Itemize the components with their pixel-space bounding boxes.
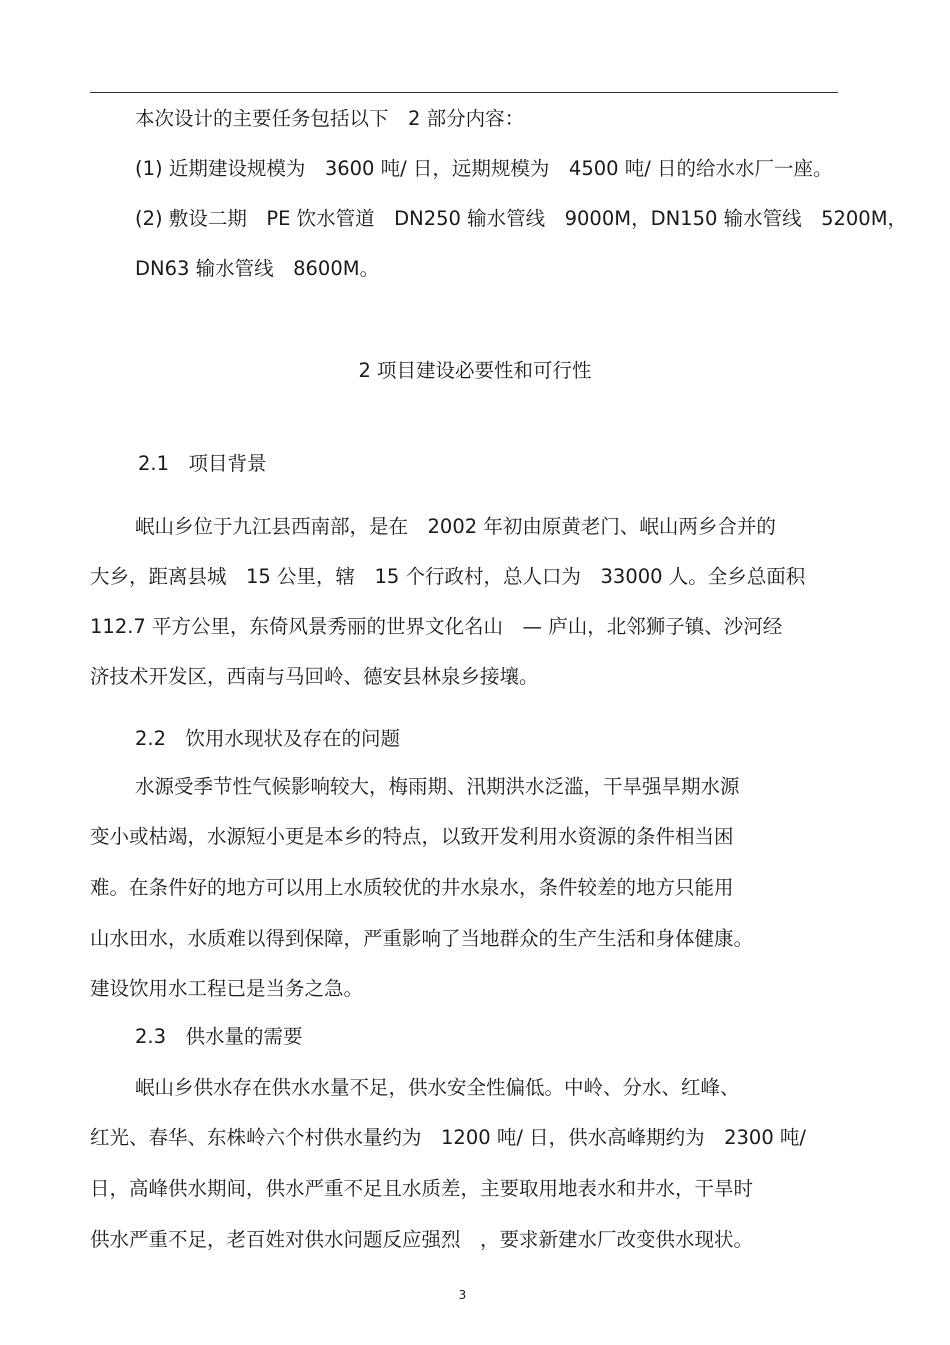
body-line: 难。在条件好的地方可以用上水质较优的井水泉水，条件较差的地方只能用 — [90, 876, 734, 899]
body-line: 岷山乡位于九江县西南部，是在 2002 年初由原黄老门、岷山两乡合并的 — [135, 515, 776, 538]
subsection-title: 2.2 饮用水现状及存在的问题 — [135, 727, 401, 750]
body-line: 济技术开发区，西南与马回岭、德安县林泉乡接壤。 — [90, 665, 539, 688]
intro-line: 本次设计的主要任务包括以下 2 部分内容： — [135, 107, 525, 130]
body-line: 水源受季节性气候影响较大，梅雨期、汛期洪水泛滥，干旱强旱期水源 — [135, 775, 740, 798]
body-line: 变小或枯竭，水源短小更是本乡的特点，以致开发利用水资源的条件相当困 — [90, 825, 734, 848]
subsection-title: 2.1 项目背景 — [138, 452, 267, 475]
body-line: 红光、春华、东株岭六个村供水量约为 1200 吨/ 日，供水高峰期约为 2300 吨/ — [90, 1126, 806, 1149]
body-line: 112.7 平方公里，东倚风景秀丽的世界文化名山 — 庐山，北邻狮子镇、沙河经 — [90, 615, 783, 638]
body-line: 日，高峰供水期间，供水严重不足且水质差，主要取用地表水和井水，干旱时 — [90, 1177, 754, 1200]
header-rule — [90, 92, 838, 93]
section-heading: 2 项目建设必要性和可行性 — [358, 359, 592, 382]
intro-line: (1) 近期建设规模为 3600 吨/ 日，远期规模为 4500 吨/ 日的给水水厂一座。 — [135, 157, 833, 180]
intro-line: (2) 敷设二期 PE 饮水管道 DN250 输水管线 9000M，DN150 输水管线 5200M， — [135, 207, 908, 230]
body-line: 供水严重不足，老百姓对供水问题反应强烈 ，要求新建水厂改变供水现状。 — [90, 1228, 754, 1251]
body-line: 建设饮用水工程已是当务之急。 — [90, 977, 364, 1000]
page-number: 3 — [458, 1288, 467, 1302]
subsection-title: 2.3 供水量的需要 — [135, 1025, 303, 1048]
body-line: 岷山乡供水存在供水水量不足，供水安全性偏低。中岭、分水、红峰、 — [135, 1076, 740, 1099]
body-line: 山水田水，水质难以得到保障，严重影响了当地群众的生产生活和身体健康。 — [90, 927, 754, 950]
body-line: 大乡，距离县城 15 公里，辖 15 个行政村，总人口为 33000 人。全乡总面积 — [90, 565, 806, 588]
intro-line: DN63 输水管线 8600M。 — [135, 257, 380, 280]
